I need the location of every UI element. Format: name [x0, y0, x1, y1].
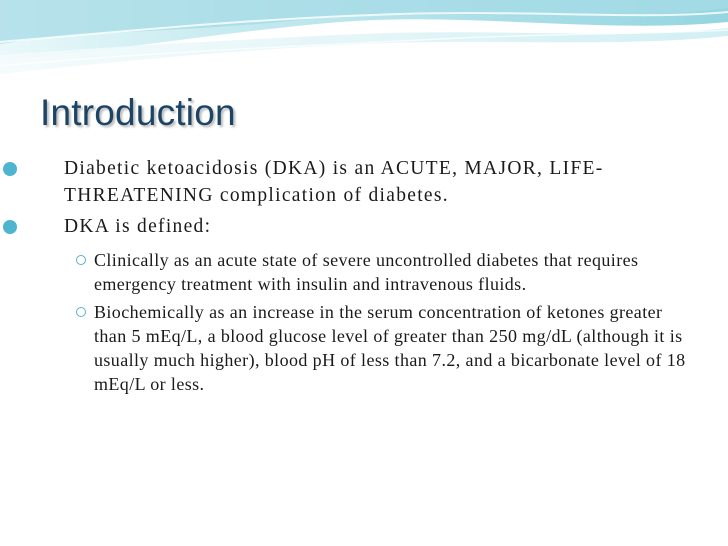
bullet-dot-icon [3, 162, 17, 176]
bullet-text: Diabetic ketoacidosis (DKA) is an ACUTE, MAJOR, LIFE-THREATENING complication of diabetes. [64, 158, 604, 206]
sub-bullet-ring-icon [76, 255, 86, 265]
sub-bullet-ring-icon [76, 307, 86, 317]
bullet-item [0, 155, 728, 209]
sub-bullet-item [0, 248, 728, 296]
header-wave-decoration [0, 0, 728, 90]
bullet-dot-icon [3, 220, 17, 234]
slide-title: Introduction [40, 92, 236, 133]
sub-bullet-item [0, 300, 728, 396]
sub-bullet-text: Biochemically as an increase in the serum concentration of ketones greater than 5 mEq/L, a blood glucose level of greater than 250 mg/dL (although it is usually much higher), blood pH of less than 7.2, and a bicarbonate level of 18 mEq/L or less. [94, 302, 686, 394]
bullet-text: DKA is defined: [64, 216, 212, 237]
bullet-item [0, 213, 728, 240]
sub-bullet-text: Clinically as an acute state of severe uncontrolled diabetes that requires emergency treatment with insulin and intravenous fluids. [94, 250, 639, 294]
slide-body [0, 155, 728, 400]
